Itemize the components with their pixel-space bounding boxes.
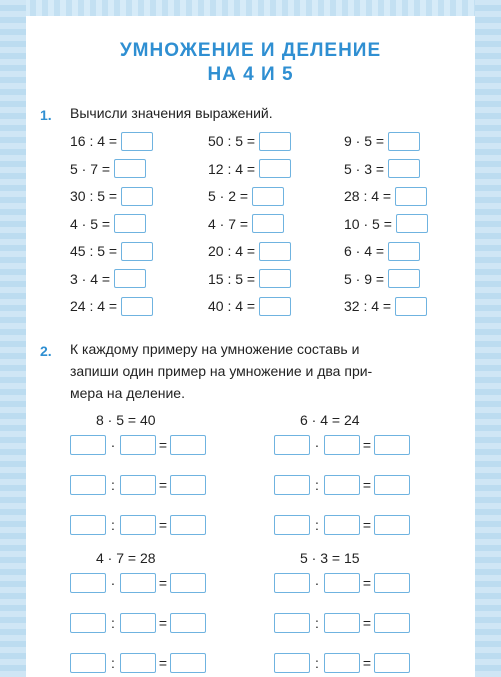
answer-box[interactable] <box>259 242 291 261</box>
operator-sign: : <box>111 655 115 671</box>
expression-text: 15 : 5 = <box>208 270 256 287</box>
task2-text-line-2: запиши один пример на умножение и два при- <box>70 363 373 379</box>
equation-row <box>274 434 410 456</box>
operator-sign: : <box>111 615 115 631</box>
expression-text: 40 : 4 = <box>208 298 256 314</box>
answer-box[interactable] <box>252 214 284 233</box>
expression-text: 5 · 7 = <box>70 160 111 177</box>
equation-row <box>70 474 206 496</box>
expression-text: 5 · 3 = <box>344 160 385 177</box>
answer-box[interactable] <box>70 613 106 633</box>
expression-text: 9 · 5 = <box>344 133 385 149</box>
page-frame-top <box>0 0 501 16</box>
answer-box[interactable] <box>274 475 310 495</box>
answer-box[interactable] <box>120 653 156 673</box>
answer-box[interactable] <box>374 475 410 495</box>
expression-row <box>70 159 146 179</box>
worksheet <box>26 16 475 677</box>
answer-box[interactable] <box>259 132 291 151</box>
expression-row <box>344 241 420 261</box>
expression-row <box>70 131 153 151</box>
page-title: УМНОЖЕНИЕ И ДЕЛЕНИЕ <box>119 40 382 61</box>
equation-row <box>274 514 410 536</box>
equation-row <box>70 652 206 674</box>
equation-row <box>274 474 410 496</box>
answer-box[interactable] <box>388 269 420 288</box>
expression-row <box>344 214 428 234</box>
multiplication-example: 5 · 3 = 15 <box>300 550 360 566</box>
answer-box[interactable] <box>70 653 106 673</box>
operator-sign: : <box>315 477 319 493</box>
answer-box[interactable] <box>170 573 206 593</box>
expression-text: 45 : 5 = <box>70 243 118 259</box>
answer-box[interactable] <box>259 269 291 288</box>
answer-box[interactable] <box>170 435 206 455</box>
equals-sign: = <box>158 477 168 493</box>
expression-row <box>208 296 291 316</box>
expression-text: 24 : 4 = <box>70 298 118 314</box>
operator-sign: : <box>111 477 115 493</box>
expression-row <box>70 269 146 289</box>
task2-number: 2. <box>40 343 52 359</box>
answer-box[interactable] <box>114 159 146 178</box>
equals-sign: = <box>362 615 372 631</box>
expression-row <box>208 269 291 289</box>
answer-box[interactable] <box>259 159 291 178</box>
answer-box[interactable] <box>324 515 360 535</box>
expression-row <box>70 241 153 261</box>
answer-box[interactable] <box>70 475 106 495</box>
expression-row <box>344 186 427 206</box>
answer-box[interactable] <box>395 187 427 206</box>
expression-text: 16 : 4 = <box>70 133 118 149</box>
multiplication-example: 4 · 7 = 28 <box>96 550 156 566</box>
answer-box[interactable] <box>170 475 206 495</box>
answer-box[interactable] <box>324 475 360 495</box>
answer-box[interactable] <box>114 214 146 233</box>
expression-text: 12 : 4 = <box>208 160 256 177</box>
expression-text: 30 : 5 = <box>70 188 118 204</box>
expression-row <box>208 214 284 234</box>
operator-sign: : <box>315 517 319 533</box>
task2-text-line-3: мера на деление. <box>70 385 185 401</box>
expression-text: 5 · 2 = <box>208 188 249 204</box>
answer-box[interactable] <box>396 214 428 233</box>
answer-box[interactable] <box>374 515 410 535</box>
answer-box[interactable] <box>120 435 156 455</box>
multiplication-example: 6 · 4 = 24 <box>300 412 360 428</box>
equation-row <box>70 514 206 536</box>
answer-box[interactable] <box>114 269 146 288</box>
equals-sign: = <box>158 437 168 453</box>
expression-text: 28 : 4 = <box>344 188 392 204</box>
expression-row <box>208 159 291 179</box>
expression-text: 10 · 5 = <box>344 215 392 232</box>
multiplication-example: 8 · 5 = 40 <box>96 412 156 428</box>
task2-text-line-1: К каждому примеру на умножение составь и <box>70 341 360 357</box>
task1-number: 1. <box>40 107 52 123</box>
answer-box[interactable] <box>121 297 153 316</box>
answer-box[interactable] <box>324 573 360 593</box>
answer-box[interactable] <box>324 653 360 673</box>
operator-sign: · <box>314 437 320 453</box>
expression-row <box>344 296 427 316</box>
equals-sign: = <box>158 655 168 671</box>
equals-sign: = <box>362 477 372 493</box>
answer-box[interactable] <box>388 242 420 261</box>
operator-sign: · <box>110 575 116 591</box>
expression-row <box>70 296 153 316</box>
expression-text: 50 : 5 = <box>208 133 256 149</box>
expression-text: 3 · 4 = <box>70 270 111 287</box>
answer-box[interactable] <box>374 653 410 673</box>
answer-box[interactable] <box>374 573 410 593</box>
equals-sign: = <box>158 575 168 591</box>
equation-row <box>274 652 410 674</box>
answer-box[interactable] <box>120 475 156 495</box>
answer-box[interactable] <box>120 613 156 633</box>
answer-box[interactable] <box>259 297 291 316</box>
answer-box[interactable] <box>121 242 153 261</box>
answer-box[interactable] <box>274 435 310 455</box>
answer-box[interactable] <box>70 435 106 455</box>
answer-box[interactable] <box>170 613 206 633</box>
answer-box[interactable] <box>274 613 310 633</box>
equation-row <box>274 612 410 634</box>
equation-row <box>70 612 206 634</box>
task1-text: Вычисли значения выражений. <box>70 105 273 121</box>
answer-box[interactable] <box>274 653 310 673</box>
answer-box[interactable] <box>388 159 420 178</box>
expression-row <box>344 131 420 151</box>
answer-box[interactable] <box>324 613 360 633</box>
answer-box[interactable] <box>121 187 153 206</box>
answer-box[interactable] <box>374 435 410 455</box>
operator-sign: : <box>111 517 115 533</box>
expression-text: 32 : 4 = <box>344 298 392 314</box>
expression-text: 4 · 5 = <box>70 215 111 232</box>
answer-box[interactable] <box>388 132 420 151</box>
expression-text: 6 · 4 = <box>344 243 385 259</box>
equation-row <box>70 434 206 456</box>
answer-box[interactable] <box>120 573 156 593</box>
operator-sign: : <box>315 615 319 631</box>
expression-row <box>70 214 146 234</box>
answer-box[interactable] <box>274 573 310 593</box>
expression-row <box>208 131 291 151</box>
operator-sign: : <box>315 655 319 671</box>
operator-sign: · <box>110 437 116 453</box>
expression-text: 5 · 9 = <box>344 270 385 287</box>
equation-row <box>70 572 206 594</box>
expression-row <box>70 186 153 206</box>
page-frame-left <box>0 0 26 677</box>
answer-box[interactable] <box>70 573 106 593</box>
answer-box[interactable] <box>120 515 156 535</box>
page-subtitle: НА 4 И 5 <box>207 64 294 85</box>
answer-box[interactable] <box>324 435 360 455</box>
answer-box[interactable] <box>395 297 427 316</box>
expression-text: 4 · 7 = <box>208 215 249 232</box>
answer-box[interactable] <box>274 515 310 535</box>
expression-row <box>344 269 420 289</box>
expression-row <box>208 241 291 261</box>
expression-row <box>208 186 284 206</box>
expression-row <box>344 159 420 179</box>
equals-sign: = <box>362 437 372 453</box>
equals-sign: = <box>362 575 372 591</box>
answer-box[interactable] <box>170 515 206 535</box>
equals-sign: = <box>362 655 372 671</box>
page-frame-right <box>475 0 501 677</box>
equation-row <box>274 572 410 594</box>
equals-sign: = <box>158 517 168 533</box>
answer-box[interactable] <box>252 187 284 206</box>
operator-sign: · <box>314 575 320 591</box>
equals-sign: = <box>362 517 372 533</box>
equals-sign: = <box>158 615 168 631</box>
answer-box[interactable] <box>170 653 206 673</box>
answer-box[interactable] <box>70 515 106 535</box>
answer-box[interactable] <box>121 132 153 151</box>
expression-text: 20 : 4 = <box>208 243 256 259</box>
answer-box[interactable] <box>374 613 410 633</box>
